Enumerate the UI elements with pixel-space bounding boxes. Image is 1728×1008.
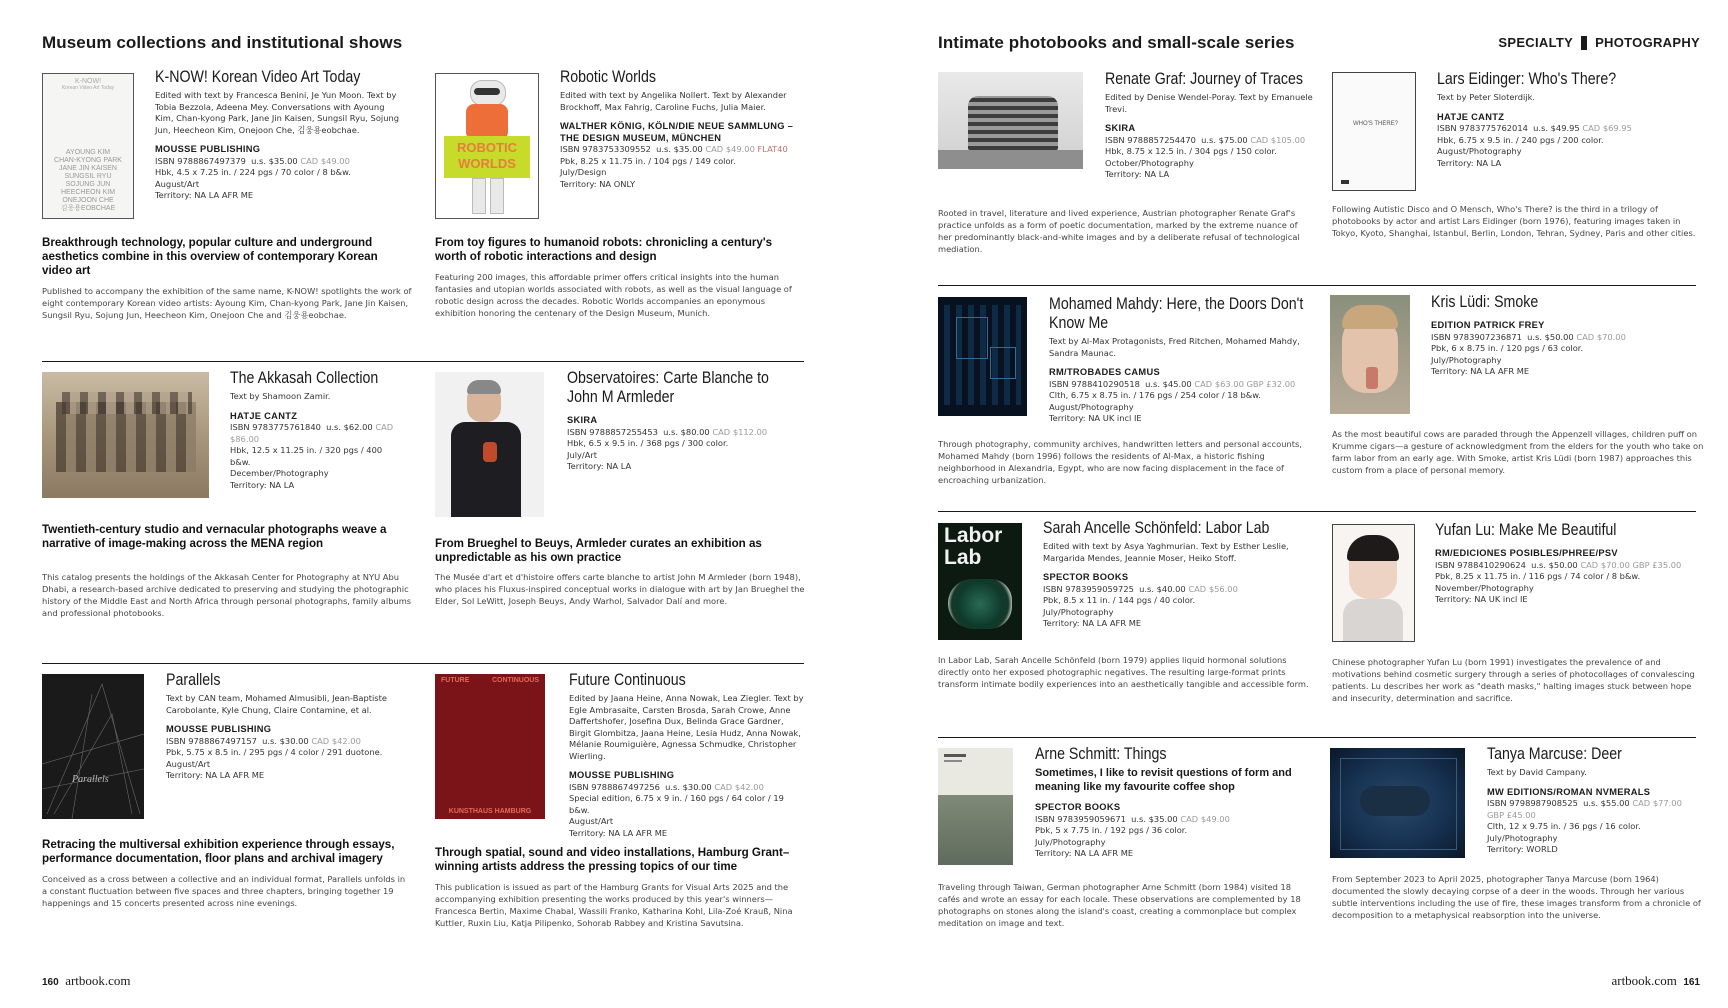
book-format: Clth, 6.75 x 8.75 in. / 176 pgs / 254 color / 18 b&w. <box>1049 390 1261 400</box>
book-publisher: HATJE CANTZ <box>1437 111 1505 122</box>
cover-linework <box>42 674 144 819</box>
book-entry-labor-lab <box>1043 519 1308 630</box>
book-description: The Musée d'art et d'histoire offers carte blanche to artist John M Armleder (born 1948), who places his Fluxus-inspired conceptual works in dialogue with art by Jan Brueghel the Elder, Sol LeWitt, Joseph Beuys, Andy Warhol, Salvador Dalí and more. <box>435 572 805 606</box>
book-cover-kris-ludi[interactable] <box>1330 295 1410 414</box>
book-price: u.s. $80.00 <box>663 426 710 437</box>
cover-title: FUTURE <box>441 677 470 684</box>
book-territory: Territory: NA LA <box>230 479 295 490</box>
book-description: Published to accompany the exhibition of the same name, K-NOW! spotlights the work of eight contemporary Korean video artists: Ayoung Kim, Chan-kyong Park, Jane Jin Kaisen, Sungsil Ryu, Sojung Jun, Heecheon Kim, Onejoon Che and 김웅용eobchae. <box>42 286 412 320</box>
book-cover-future-continuous[interactable] <box>435 674 545 819</box>
book-price: u.s. $49.95 <box>1533 123 1580 133</box>
book-credit: Edited by Denise Wendel-Poray. Text by Emanuele Trevi. <box>1105 92 1313 114</box>
book-format: Hbk, 8.75 x 12.5 in. / 304 pgs / 150 color. <box>1105 146 1277 156</box>
book-price-gbp: GBP £45.00 <box>1487 809 1536 820</box>
book-price-gbp: GBP £32.00 <box>1246 378 1296 389</box>
book-isbn: ISBN 9783959059725 <box>1043 583 1134 594</box>
book-price-alt: CAD $49.00 <box>1180 813 1230 824</box>
cover-title: WORLDS <box>458 156 516 171</box>
book-price: u.s. $30.00 <box>262 735 309 746</box>
book-publisher: SKIRA <box>567 415 598 425</box>
cover-artist: HEECHEON KIM <box>60 189 116 196</box>
book-title[interactable]: Parallels <box>166 671 221 689</box>
book-date: August/Photography <box>1049 401 1134 412</box>
site-link[interactable]: artbook.com <box>65 973 131 988</box>
book-date: November/Photography <box>1435 582 1534 593</box>
book-title[interactable]: Tanya Marcuse: Deer <box>1487 745 1622 763</box>
book-territory: Territory: NA LA AFR ME <box>569 827 668 838</box>
book-isbn: ISBN 9783753309552 <box>560 144 651 154</box>
divider <box>42 663 804 664</box>
divider <box>938 285 1696 286</box>
book-entry-lars-eidinger <box>1437 70 1697 169</box>
cover-title: WHO'S THERE? <box>1353 121 1399 127</box>
book-description: Rooted in travel, literature and lived experience, Austrian photographer Renate Graf's practice unfolds as a form of poetic documentation, marked by the extreme nuance of her predominantly black-and-white images and by a deliberate refusal of technological mediation. <box>938 208 1300 254</box>
book-price: u.s. $50.00 <box>1527 331 1574 342</box>
book-cover-robotic-worlds[interactable] <box>435 73 539 219</box>
book-territory: Territory: WORLD <box>1487 844 1558 854</box>
book-entry-robotic-worlds <box>560 68 805 190</box>
book-cover-mohamed-mahdy[interactable] <box>938 297 1027 416</box>
book-credit: Text by CAN team, Mohamed Almusibli, Jean-Baptiste Carobolante, Kyle Chung, Claire Contamine, et al. <box>166 693 387 715</box>
book-description: This catalog presents the holdings of the Akkasah Center for Photography at NYU Abu Dhabi, a research-based archive dedicated to preserving and studying the photographic history of the Middle East and North Africa through personal photographs, family albums and professional photobooks. <box>42 572 412 618</box>
book-isbn: ISBN 9783907236871 <box>1431 331 1522 342</box>
book-title[interactable]: Renate Graf: Journey of Traces <box>1105 70 1303 88</box>
category-photography: PHOTOGRAPHY <box>1595 35 1700 50</box>
book-date: July/Art <box>567 449 598 460</box>
book-isbn: ISBN 9783959059671 <box>1035 813 1126 824</box>
book-headline: Retracing the multiversal exhibition experience through essays, performance documentation, floor plans and archival imagery <box>42 838 395 865</box>
book-title[interactable]: Yufan Lu: Make Me Beautiful <box>1435 521 1617 539</box>
book-price-alt: CAD $63.00 <box>1194 378 1244 389</box>
book-subtitle: Sometimes, I like to revisit questions of form and meaning like my favourite coffee shop <box>1035 767 1292 793</box>
cover-artist: JANE JIN KAISEN <box>59 165 117 172</box>
book-price: u.s. $75.00 <box>1201 134 1248 145</box>
book-price-alt: CAD $42.00 <box>311 735 361 746</box>
book-title[interactable]: Lars Eidinger: Who's There? <box>1437 70 1617 88</box>
book-credit: Edited with text by Asya Yaghmurian. Text by Esther Leslie, Margarida Mendes, Jeannie Moser, Heiko Stoff. <box>1043 541 1289 563</box>
book-territory: Territory: NA LA <box>1105 169 1170 179</box>
book-territory: Territory: NA LA <box>567 461 632 471</box>
book-publisher: MOUSSE PUBLISHING <box>155 144 261 154</box>
book-credit: Edited with text by Angelika Nollert. Text by Alexander Brockhoff, Max Fahrig, Caroline Fuchs, Julia Maier. <box>560 90 787 112</box>
book-cover-akkasah[interactable] <box>42 372 209 498</box>
book-publisher: SPECTOR BOOKS <box>1035 802 1121 812</box>
book-territory: Territory: NA LA <box>1437 157 1502 168</box>
book-isbn: ISBN 9788867497256 <box>569 781 660 792</box>
book-headline: Breakthrough technology, popular culture and underground aesthetics combine in this overview of contemporary Korean video art <box>42 236 378 277</box>
book-isbn: ISBN 9788867497157 <box>166 735 257 746</box>
book-credit: Text by Al-Max Protagonists, Fred Ritchen, Mohamed Mahdy, Sandra Maunac. <box>1049 336 1300 358</box>
book-price-alt: CAD $70.00 <box>1576 331 1626 342</box>
book-publisher: WALTHER KÖNIG, KÖLN/DIE NEUE SAMMLUNG – THE DESIGN MUSEUM, MÜNCHEN <box>560 121 794 143</box>
book-date: July/Photography <box>1043 606 1114 617</box>
book-description: Traveling through Taiwan, German photographer Arne Schmitt (born 1984) visited 18 cafés and wrote an essay for each locale. These observations are complemented by 18 photographs on stones along the island's coast, creating a commonplace but complex meditation on image and text. <box>938 882 1301 928</box>
left-section-heading: Museum collections and institutional shows <box>42 33 403 52</box>
book-isbn: ISBN 9798987908525 <box>1487 798 1578 808</box>
book-date: August/Art <box>569 816 614 826</box>
book-publisher: RM/TROBADES CAMUS <box>1049 367 1160 377</box>
book-price: u.s. $30.00 <box>665 781 712 792</box>
book-publisher: RM/EDICIONES POSIBLES/PHREE/PSV <box>1435 548 1618 558</box>
book-price: u.s. $50.00 <box>1531 559 1578 570</box>
divider <box>938 511 1696 512</box>
book-title[interactable]: K-NOW! Korean Video Art Today <box>155 68 361 86</box>
book-date: August/Photography <box>1437 146 1522 156</box>
book-entry-observatoires <box>567 369 802 473</box>
book-date: October/Photography <box>1105 157 1194 168</box>
book-price-alt: CAD $49.00 <box>705 144 755 154</box>
cover-publisher: KUNSTHAUS HAMBURG <box>448 808 532 815</box>
book-title[interactable]: The Akkasah Collection <box>230 369 379 387</box>
page-number: 160 <box>42 977 59 988</box>
divider <box>42 361 804 362</box>
book-price-alt: CAD $112.00 <box>712 426 768 437</box>
right-footer <box>1611 973 1700 989</box>
book-isbn: ISBN 9788410290624 <box>1435 559 1526 570</box>
book-publisher: MOUSSE PUBLISHING <box>166 724 272 734</box>
book-publisher: SKIRA <box>1105 123 1136 133</box>
cover-title: ROBOTIC <box>457 140 517 155</box>
book-credit: Edited with text by Francesca Benini, Je Yun Moon. Text by Tobia Bezzola, Adeena Mey. Conversations with Ayoung Kim, Chan-kyong Park, Jane Jin Kaisen, Sungsil Ryu, Sojung Jun, Heecheon Kim, Onejoon Che, 김웅용eobchae. <box>155 90 399 135</box>
book-price-alt: CAD $49.00 <box>300 155 350 166</box>
book-publisher: MOUSSE PUBLISHING <box>569 770 675 780</box>
book-entry-parallels <box>166 671 406 782</box>
book-price: u.s. $35.00 <box>251 155 298 166</box>
category-divider <box>1581 36 1587 50</box>
book-territory: Territory: NA UK incl IE <box>1435 594 1528 604</box>
book-cover-know[interactable] <box>42 73 134 219</box>
book-credit: Text by Peter Sloterdijk. <box>1437 92 1536 102</box>
book-format: Pbk, 8.25 x 11.75 in. / 104 pgs / 149 color. <box>560 155 736 166</box>
book-title[interactable]: Sarah Ancelle Schönfeld: Labor Lab <box>1043 519 1270 537</box>
cover-artist: SUNGSIL RYU <box>64 173 112 180</box>
book-entry-yufan-lu <box>1435 521 1700 606</box>
book-date: July/Photography <box>1035 836 1106 847</box>
book-cover-yufan-lu[interactable] <box>1332 524 1415 642</box>
book-format: Hbk, 6.5 x 9.5 in. / 368 pgs / 300 color. <box>567 438 729 448</box>
book-credit: Edited by Jaana Heine, Anna Nowak, Lea Ziegler. Text by Egle Ambrasaite, Carsten Brosda, Sarah Crowe, Anne Daffertshofer, Josefina Dux, Belinda Grace Gardner, Birgit Glombitza, Jaana Heine, Lesia Hudz, Anna Nowak, Mélanie Roumiguière, Agnessa Schmudke, Christopher Wierling. <box>569 693 804 761</box>
book-description: From September 2023 to April 2025, photographer Tanya Marcuse (born 1964) documented the slowly decaying corpse of a deer in the woods. Through her various subtle interventions including the use of fire, these images transform from a chronicle of decomposition to a metaphysical reabsorption into the universe. <box>1332 874 1701 920</box>
book-price-alt: CAD $77.00 <box>1632 798 1682 808</box>
book-description: Through photography, community archives, handwritten letters and personal accounts, Mohamed Mahdy (born 1996) follows the residents of Al-Max, a historic fishing neighborhood in Alexandria, Egypt, who are now facing displacement in the face of encroaching urbanization. <box>938 439 1302 485</box>
book-publisher: EDITION PATRICK FREY <box>1431 320 1545 330</box>
book-price-alt: CAD $86.00 <box>230 422 394 444</box>
book-isbn: ISBN 9783775761840 <box>230 422 321 432</box>
book-cover-labor-lab[interactable] <box>938 523 1022 640</box>
book-price-gbp: GBP £35.00 <box>1632 559 1682 570</box>
book-price-alt: CAD $56.00 <box>1188 583 1238 594</box>
book-date: August/Art <box>166 758 211 769</box>
book-headline: From toy figures to humanoid robots: chronicling a century's worth of robotic interactions and design <box>435 236 773 263</box>
cover-title: Lab <box>944 546 982 569</box>
book-publisher: HATJE CANTZ <box>230 410 298 421</box>
book-headline: Through spatial, sound and video installations, Hamburg Grant–winning artists address the pressing topics of our time <box>435 846 790 873</box>
book-cover-tanya-marcuse[interactable] <box>1330 748 1465 858</box>
book-entry-arne-schmitt <box>1035 745 1305 860</box>
book-date: July/Design <box>560 167 607 177</box>
book-price: u.s. $35.00 <box>1131 813 1178 824</box>
book-entry-kris-ludi <box>1431 293 1691 378</box>
book-description: Featuring 200 images, this affordable primer offers critical insights into the human fantasies and utopian worlds associated with robots, as well as the visual language of robotic design across the decades. Robotic Worlds accompanies an eponymous exhibition honoring the centenary of the Design Museum, Munich. <box>435 272 792 318</box>
book-format: Pbk, 5 x 7.75 in. / 192 pgs / 36 color. <box>1035 825 1188 835</box>
book-credit: Text by Shamoon Zamir. <box>230 391 331 401</box>
book-title[interactable]: Mohamed Mahdy: Here, the Doors Don't Know Me <box>1049 295 1304 332</box>
book-date: December/Photography <box>230 468 329 478</box>
book-cover-arne-schmitt[interactable] <box>938 748 1013 865</box>
book-date: July/Photography <box>1487 832 1558 843</box>
book-entry-tanya-marcuse <box>1487 745 1697 856</box>
book-format: Clth, 12 x 9.75 in. / 36 pgs / 16 color. <box>1487 821 1641 831</box>
cover-artist: 김웅용EOBCHAE <box>60 205 116 212</box>
book-territory: Territory: NA ONLY <box>560 178 636 189</box>
book-format: Hbk, 12.5 x 11.25 in. / 320 pgs / 400 b&w. <box>230 445 383 467</box>
book-entry-renate-graf <box>1105 70 1315 181</box>
cover-artist: SOJUNG JUN <box>65 181 111 188</box>
book-territory: Territory: NA LA AFR ME <box>1035 848 1134 858</box>
divider <box>938 737 1696 738</box>
category-label <box>1498 35 1700 50</box>
book-price: u.s. $55.00 <box>1583 798 1630 808</box>
book-territory: Territory: NA LA AFR ME <box>166 770 265 780</box>
book-title[interactable]: Future Continuous <box>569 671 686 689</box>
book-cover-parallels[interactable] <box>42 674 144 819</box>
book-entry-future-continuous <box>569 671 804 839</box>
book-publisher: MW EDITIONS/ROMAN NVMERALS <box>1487 786 1651 797</box>
book-isbn: ISBN 9788410290518 <box>1049 378 1140 389</box>
book-price: u.s. $35.00 <box>656 144 703 154</box>
book-price: u.s. $40.00 <box>1139 583 1186 594</box>
cover-artist: CHAN-KYONG PARK <box>54 157 122 164</box>
cover-title: Parallels <box>72 774 109 785</box>
right-section-heading: Intimate photobooks and small-scale series <box>938 33 1295 52</box>
book-format: Special edition, 6.75 x 9 in. / 160 pgs / 64 color / 19 b&w. <box>569 793 784 815</box>
book-territory: Territory: NA UK incl IE <box>1049 413 1142 423</box>
book-date: July/Photography <box>1431 354 1502 365</box>
book-price: u.s. $45.00 <box>1145 378 1192 389</box>
site-link[interactable]: artbook.com <box>1611 973 1677 988</box>
book-price-alt: CAD $105.00 <box>1250 134 1306 145</box>
book-title[interactable]: Kris Lüdi: Smoke <box>1431 293 1539 311</box>
category-specialty: SPECIALTY <box>1498 35 1574 50</box>
book-entry-know <box>155 68 405 202</box>
book-description: As the most beautiful cows are paraded through the Appenzell villages, children puff on Krumme cigars—a gesture of acknowledgment from the elders for the youth who take on farm labor from an early age. With Smoke, artist Kris Lüdi (born 1987) approaches this custom from a place of personal memory. <box>1332 429 1704 475</box>
cover-subtitle: Korean Video Art Today <box>61 85 115 91</box>
book-format: Pbk, 8.25 x 11.75 in. / 116 pgs / 74 color / 8 b&w. <box>1435 571 1641 581</box>
book-format: Hbk, 4.5 x 7.25 in. / 224 pgs / 70 color / 8 b&w. <box>155 167 351 177</box>
book-description: Following Autistic Disco and O Mensch, Who's There? is the third in a trilogy of photobooks by actor and artist Lars Eidinger (born 1976), featuring images taken in Tokyo, Kyoto, Shanghai, Istanbul, Berlin, London, Tehran, Sydney, Paris and other cities. <box>1332 204 1696 238</box>
cover-artist: ONEJOON CHE <box>62 197 114 204</box>
cover-title: K-NOW! <box>74 78 102 85</box>
book-isbn: ISBN 9788857254470 <box>1105 134 1196 145</box>
book-territory: Territory: NA LA AFR ME <box>1043 618 1142 628</box>
cover-title: CONTINUOUS <box>491 677 539 684</box>
book-isbn: ISBN 9788857255453 <box>567 426 658 437</box>
book-description: This publication is issued as part of the Hamburg Grants for Visual Arts 2025 and the accompanying exhibition presenting the works produced by this year's winners—Francesca Bertin, Maxime Chabal, Wassili Franko, Katharina Kohl, Lila-Zoé Krauß, Nina Kuttler, Ruxin Liu, Katja Pilipenko, Sohorab Rabbey and Kristina Savutsina. <box>435 882 793 928</box>
cover-artist: AYOUNG KIM <box>65 149 111 156</box>
book-isbn: ISBN 9783775762014 <box>1437 123 1528 133</box>
book-territory: Territory: NA LA AFR ME <box>155 190 254 200</box>
book-price: u.s. $62.00 <box>326 422 373 432</box>
book-flat-badge: FLAT40 <box>757 144 788 154</box>
book-title[interactable]: Robotic Worlds <box>560 68 656 86</box>
page-number: 161 <box>1683 977 1700 988</box>
book-publisher: SPECTOR BOOKS <box>1043 572 1129 582</box>
book-format: Hbk, 6.75 x 9.5 in. / 240 pgs / 200 color. <box>1437 134 1604 145</box>
book-price-alt: CAD $70.00 <box>1580 559 1630 570</box>
book-credit: Text by David Campany. <box>1487 767 1587 777</box>
book-price-alt: CAD $42.00 <box>714 781 764 792</box>
book-title[interactable]: Observatoires: Carte Blanche to John M Armleder <box>567 369 769 406</box>
book-territory: Territory: NA LA AFR ME <box>1431 366 1530 376</box>
book-title[interactable]: Arne Schmitt: Things <box>1035 745 1167 763</box>
book-headline: Twentieth-century studio and vernacular photographs weave a narrative of image-making across the MENA region <box>42 523 387 550</box>
book-date: August/Art <box>155 178 200 189</box>
book-format: Pbk, 8.5 x 11 in. / 144 pgs / 40 color. <box>1043 595 1196 605</box>
book-cover-lars-eidinger[interactable] <box>1332 72 1416 191</box>
book-isbn: ISBN 9788867497379 <box>155 155 246 166</box>
book-description: Chinese photographer Yufan Lu (born 1991) investigates the prevalence of and motivations behind cosmetic surgery through a series of photocollages of convalescing patients. Lu describes her work as "death masks," halting images stuck between hope and insecurity, determination and sacrifice. <box>1332 657 1695 703</box>
book-cover-observatoires[interactable] <box>435 372 544 517</box>
book-headline: From Brueghel to Beuys, Armleder curates an exhibition as unpredictable as his own practice <box>435 537 762 564</box>
book-entry-akkasah <box>230 369 400 491</box>
cover-title: Labor <box>944 524 1003 547</box>
book-format: Pbk, 6 x 8.75 in. / 120 pgs / 63 color. <box>1431 343 1584 353</box>
book-entry-mohamed-mahdy <box>1049 295 1304 425</box>
book-cover-renate-graf[interactable] <box>938 72 1083 169</box>
book-price-alt: CAD $69.95 <box>1582 123 1632 133</box>
book-description: Conceived as a cross between a collective and an individual format, Parallels unfolds in a constant fluctuation between five spaces and three chapters, bringing together 19 happenings and 15 concerts presented across nine evenings. <box>42 874 406 908</box>
book-description: In Labor Lab, Sarah Ancelle Schönfeld (born 1979) applies liquid hormonal solutions directly onto her exposed photographic negatives. The resulting large-format prints transform intimate bodily experiences into an aesthetically tangible and accessible form. <box>938 655 1309 689</box>
left-footer <box>42 973 131 989</box>
book-format: Pbk, 5.75 x 8.5 in. / 295 pgs / 4 color / 291 duotone. <box>166 747 383 757</box>
